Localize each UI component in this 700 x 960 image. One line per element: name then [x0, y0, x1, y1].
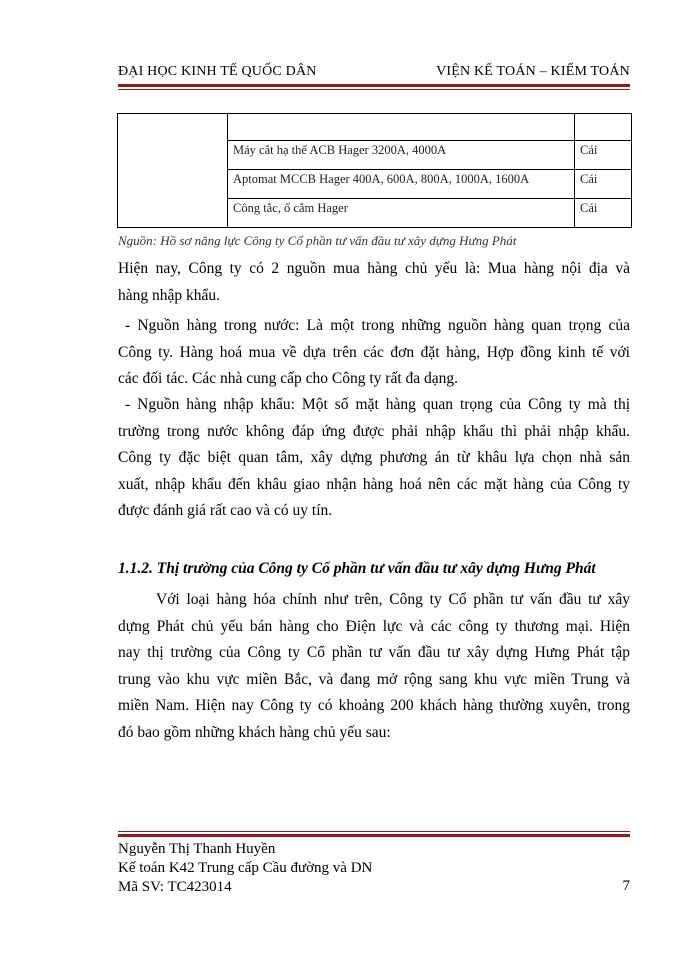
table-item-cell: [228, 114, 575, 141]
table-unit-cell: Cái: [575, 199, 632, 228]
text-line: Công ty đặc biệt quan tâm, xây dựng phương án từ khâu lựa chọn nhà sản: [118, 449, 630, 466]
text-line: Công ty. Hàng hoá mua về dựa trên các đơn đặt hàng, Hợp đồng kinh tế với: [118, 343, 630, 361]
text-line: trường trong nước không đáp ứng được phải nhập khẩu thì phải nhập khẩu.: [118, 422, 630, 440]
text-line: - Nguồn hàng nhập khẩu: Một số mặt hàng quan trọng của Công ty mà thị: [125, 396, 630, 413]
paragraph-domestic-sources: [118, 313, 630, 393]
text-line: xuất, nhập khẩu đến khâu giao nhận hàng hoá nên các mặt hàng của Công ty: [118, 475, 630, 493]
table-unit-cell: Cái: [575, 141, 632, 170]
equipment-table: [117, 113, 632, 228]
text-line: hàng nhập khẩu.: [118, 286, 221, 304]
table-item-cell: Công tắc, ổ cắm Hager: [228, 199, 575, 228]
page-number: 7: [622, 878, 630, 894]
text-line: dựng Phát chủ yếu bán hàng cho Điện lực và các công ty thương mại. Hiện: [118, 617, 630, 635]
text-line: các đối tác. Các nhà cung cấp cho Công ty rất đa dạng.: [118, 370, 459, 387]
footer-author-name: Nguyễn Thị Thanh Huyền: [118, 841, 276, 857]
page-footer: [118, 840, 630, 897]
section-heading: 1.1.2. Thị trường của Công ty Cổ phần tư vấn đầu tư xây dựng Hưng Phát: [118, 560, 596, 577]
text-line: Hiện nay, Công ty có 2 nguồn mua hàng chủ yếu là: Mua hàng nội địa và: [118, 260, 630, 277]
table-unit-cell: [575, 114, 632, 141]
header-institute: VIỆN KẾ TOÁN – KIỂM TOÁN: [436, 64, 630, 79]
paragraph-import-sources: [118, 392, 630, 525]
footer-rule-thin: [118, 831, 630, 832]
header-rule-thick: [118, 84, 630, 87]
paragraph-purchase-sources: [118, 256, 630, 309]
text-line: nay thị trường của Công ty Cổ phần tư vấn đầu tư xây dựng Hưng Phát tập: [118, 644, 630, 661]
table-category-cell: [118, 114, 228, 228]
table-source-note: Nguồn: Hồ sơ năng lực Công ty Cổ phần tư vấn đầu tư xây dựng Hưng Phát: [118, 233, 517, 248]
text-line: được đánh giá rất cao và có uy tín.: [118, 502, 333, 519]
footer-rule-thick: [118, 834, 630, 837]
footer-student-id: Mã SV: TC423014: [118, 879, 232, 895]
paragraph-market: [118, 587, 630, 746]
table-item-cell: Aptomat MCCB Hager 400A, 600A, 800A, 1000A, 1600A: [228, 170, 575, 199]
text-line: - Nguồn hàng trong nước: Là một trong những nguồn hàng quan trọng của: [125, 317, 630, 334]
text-line: Với loại hàng hóa chính như trên, Công ty Cổ phần tư vấn đầu tư xây: [156, 591, 630, 608]
header-university: ĐẠI HỌC KINH TẾ QUỐC DÂN: [118, 64, 317, 79]
text-line: miền Nam. Hiện nay Công ty có khoảng 200 khách hàng thường xuyên, trong: [118, 697, 630, 714]
text-line: đó bao gồm những khách hàng chủ yếu sau:: [118, 723, 391, 741]
header-rule-thin: [118, 89, 630, 90]
text-line: trung vào khu vực miền Bắc, và đang mở rộng sang khu vực miền Trung và: [118, 670, 630, 688]
table-item-cell: Máy cắt hạ thế ACB Hager 3200A, 4000A: [228, 141, 575, 170]
table-unit-cell: Cái: [575, 170, 632, 199]
table-row: [118, 114, 632, 141]
footer-class: Kế toán K42 Trung cấp Cầu đường và DN: [118, 860, 373, 876]
page-header: [118, 64, 630, 82]
